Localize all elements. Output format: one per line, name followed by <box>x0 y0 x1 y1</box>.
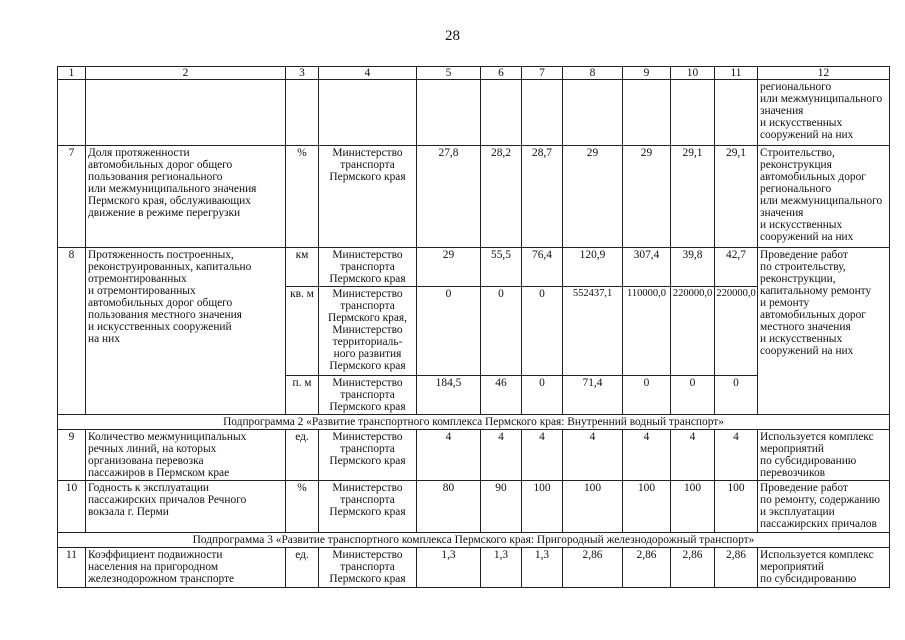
cell <box>715 80 758 146</box>
executor: Министерство транспорта Пермского края <box>319 481 417 533</box>
col-header: 7 <box>522 67 563 80</box>
indicator-name: Количество межмуниципальных речных линий, на которых организована перевозка пассажиров в Пермском крае <box>86 430 286 481</box>
subprogram-row <box>58 415 890 430</box>
cell <box>58 80 86 146</box>
value-cell: 29 <box>623 146 671 248</box>
col-header: 4 <box>319 67 417 80</box>
indicator-name: Коэффициент подвижности населения на пригородном железнодорожном транспорте <box>86 548 286 588</box>
value-cell: 4 <box>417 430 481 481</box>
note-cell: Строительство, реконструкция автомобильных дорог регионального или межмуниципального значения и искусственных сооружений на них <box>758 146 890 248</box>
col-header: 10 <box>671 67 715 80</box>
value-cell: 29 <box>563 146 623 248</box>
value-cell: 220000,0 <box>715 287 758 376</box>
value-cell: 1,3 <box>522 548 563 588</box>
indicators-table <box>57 66 890 588</box>
indicator-name: Доля протяженности автомобильных дорог общего пользования регионального или межмуниципального значения Пермского края, обслуживающих движение в режиме перегрузки <box>86 146 286 248</box>
value-cell: 100 <box>715 481 758 533</box>
table-row <box>58 146 890 248</box>
value-cell: 90 <box>481 481 522 533</box>
subprogram-title: Подпрограмма 3 «Развитие транспортного комплекса Пермского края: Пригородный железнодорожный транспорт» <box>58 533 890 548</box>
table-row <box>58 481 890 533</box>
row-number: 10 <box>58 481 86 533</box>
executor: Министерство транспорта Пермского края, Министерство территориаль- ного развития Пермского края <box>319 287 417 376</box>
note-cell: Проведение работ по ремонту, содержанию и эксплуатации пассажирских причалов <box>758 481 890 533</box>
value-cell: 28,7 <box>522 146 563 248</box>
row-number: 7 <box>58 146 86 248</box>
unit: % <box>286 481 319 533</box>
unit: ед. <box>286 430 319 481</box>
note-cell: Используется комплекс мероприятий по субсидированию перевозчиков <box>758 430 890 481</box>
indicator-name: Протяженность построенных, реконструированных, капитально отремонтированных и отремонтированных автомобильных дорог общего пользования местного значения и искусственных сооружений на них <box>86 248 286 415</box>
value-cell: 42,7 <box>715 248 758 287</box>
value-cell: 100 <box>522 481 563 533</box>
value-cell: 120,9 <box>563 248 623 287</box>
row-number: 9 <box>58 430 86 481</box>
value-cell: 100 <box>671 481 715 533</box>
row-number: 11 <box>58 548 86 588</box>
col-header: 3 <box>286 67 319 80</box>
cell <box>86 80 286 146</box>
value-cell: 2,86 <box>715 548 758 588</box>
value-cell: 2,86 <box>623 548 671 588</box>
cell <box>671 80 715 146</box>
value-cell: 100 <box>623 481 671 533</box>
col-header: 11 <box>715 67 758 80</box>
value-cell: 110000,0 <box>623 287 671 376</box>
value-cell: 1,3 <box>481 548 522 588</box>
note-cell: Проведение работ по строительству, реконструкции, капитальному ремонту и ремонту автомобильных дорог местного значения и искусственных сооружений на них <box>758 248 890 415</box>
unit: ед. <box>286 548 319 588</box>
value-cell: 76,4 <box>522 248 563 287</box>
value-cell: 100 <box>563 481 623 533</box>
cell <box>623 80 671 146</box>
value-cell: 28,2 <box>481 146 522 248</box>
unit: % <box>286 146 319 248</box>
value-cell: 4 <box>623 430 671 481</box>
value-cell: 184,5 <box>417 376 481 415</box>
value-cell: 0 <box>623 376 671 415</box>
value-cell: 29,1 <box>671 146 715 248</box>
value-cell: 46 <box>481 376 522 415</box>
value-cell: 0 <box>671 376 715 415</box>
value-cell: 2,86 <box>671 548 715 588</box>
subprogram-title: Подпрограмма 2 «Развитие транспортного комплекса Пермского края: Внутренний водный транспорт» <box>58 415 890 430</box>
note-cell: регионального или межмуниципального значения и искусственных сооружений на них <box>758 80 890 146</box>
executor: Министерство транспорта Пермского края <box>319 248 417 287</box>
executor: Министерство транспорта Пермского края <box>319 146 417 248</box>
value-cell: 552437,1 <box>563 287 623 376</box>
value-cell: 29,1 <box>715 146 758 248</box>
value-cell: 0 <box>522 287 563 376</box>
value-cell: 4 <box>481 430 522 481</box>
value-cell: 39,8 <box>671 248 715 287</box>
value-cell: 4 <box>563 430 623 481</box>
note-cell: Используется комплекс мероприятий по субсидированию <box>758 548 890 588</box>
value-cell: 4 <box>715 430 758 481</box>
table-row <box>58 548 890 588</box>
cell <box>522 80 563 146</box>
col-header: 2 <box>86 67 286 80</box>
unit: п. м <box>286 376 319 415</box>
value-cell: 0 <box>417 287 481 376</box>
indicator-name: Годность к эксплуатации пассажирских причалов Речного вокзала г. Перми <box>86 481 286 533</box>
value-cell: 4 <box>522 430 563 481</box>
table-row <box>58 80 890 146</box>
value-cell: 0 <box>715 376 758 415</box>
col-header: 9 <box>623 67 671 80</box>
value-cell: 55,5 <box>481 248 522 287</box>
page-number: 28 <box>445 28 460 44</box>
cell <box>417 80 481 146</box>
value-cell: 0 <box>522 376 563 415</box>
unit: кв. м <box>286 287 319 376</box>
cell <box>286 80 319 146</box>
value-cell: 4 <box>671 430 715 481</box>
cell <box>319 80 417 146</box>
value-cell: 220000,0 <box>671 287 715 376</box>
value-cell: 2,86 <box>563 548 623 588</box>
col-header: 8 <box>563 67 623 80</box>
table-row <box>58 248 890 287</box>
value-cell: 27,8 <box>417 146 481 248</box>
value-cell: 80 <box>417 481 481 533</box>
executor: Министерство транспорта Пермского края <box>319 430 417 481</box>
col-header: 12 <box>758 67 890 80</box>
value-cell: 307,4 <box>623 248 671 287</box>
executor: Министерство транспорта Пермского края <box>319 376 417 415</box>
subprogram-row <box>58 533 890 548</box>
executor: Министерство транспорта Пермского края <box>319 548 417 588</box>
value-cell: 29 <box>417 248 481 287</box>
header-row <box>58 67 890 80</box>
col-header: 6 <box>481 67 522 80</box>
unit: км <box>286 248 319 287</box>
cell <box>481 80 522 146</box>
table-row <box>58 430 890 481</box>
row-number: 8 <box>58 248 86 415</box>
value-cell: 0 <box>481 287 522 376</box>
value-cell: 71,4 <box>563 376 623 415</box>
value-cell: 1,3 <box>417 548 481 588</box>
col-header: 5 <box>417 67 481 80</box>
cell <box>563 80 623 146</box>
col-header: 1 <box>58 67 86 80</box>
